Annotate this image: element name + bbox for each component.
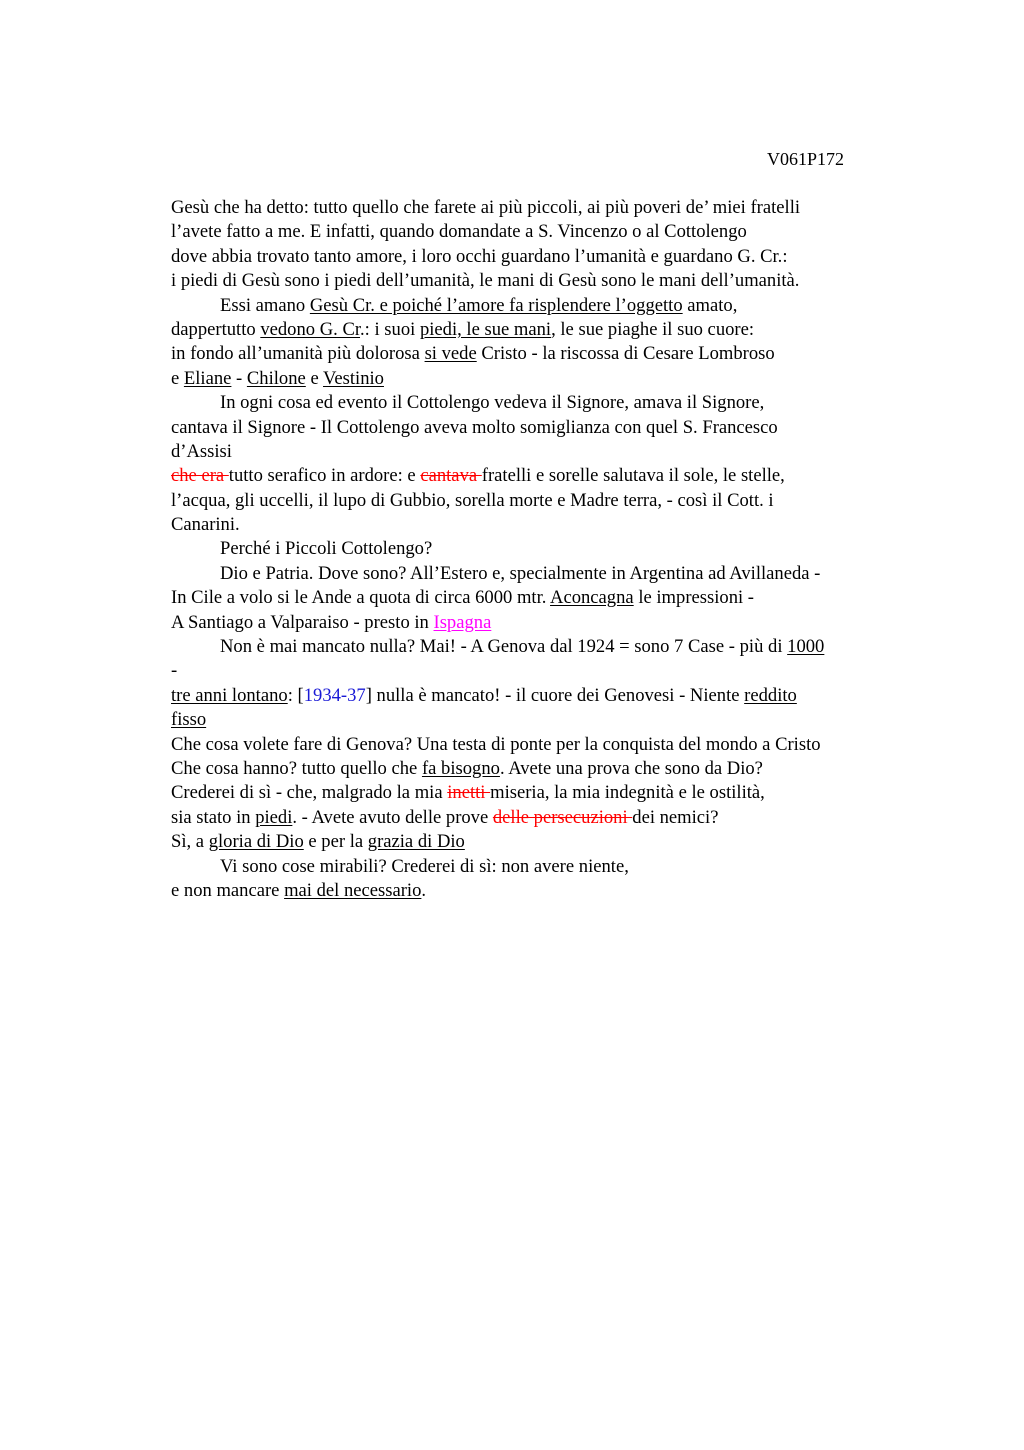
text-line <box>171 708 911 732</box>
text-line <box>171 391 911 415</box>
document-body <box>171 196 911 903</box>
text-line <box>171 367 911 391</box>
underlined-text: vedono G. Cr <box>260 318 361 340</box>
blue-text: 1934-37 <box>303 684 366 706</box>
text-segment: dove abbia trovato tanto amore, i loro occhi guardano l’umanità e guardano G. Cr.: <box>171 245 788 267</box>
text-segment: dappertutto <box>171 318 261 340</box>
text-segment: ] nulla è mancato! - il cuore dei Genovesi - Niente <box>365 684 745 706</box>
underlined-text: reddito <box>744 684 797 706</box>
text-line <box>171 513 911 537</box>
text-segment: cantava il Signore - Il Cottolengo aveva molto somiglianza con quel S. Francesco <box>171 416 778 438</box>
underlined-text: fa bisogno <box>421 757 500 779</box>
text-segment: Vi sono cose mirabili? Crederei di sì: non avere niente, <box>220 855 629 877</box>
text-segment: in fondo all’umanità più dolorosa <box>171 343 425 365</box>
text-segment: Essi amano <box>220 294 310 316</box>
highlighted-text: Ispagna <box>433 611 492 633</box>
text-line <box>171 342 911 366</box>
struck-text: cantava <box>420 465 482 487</box>
underlined-text: si vede <box>424 343 477 365</box>
text-segment: Gesù che ha detto: tutto quello che farete ai più piccoli, ai più poveri de’ miei fratelli <box>171 197 801 218</box>
text-segment: Che cosa hanno? tutto quello che <box>171 757 422 779</box>
text-line <box>171 806 911 830</box>
text-line <box>171 830 911 854</box>
struck-text: inetti <box>447 782 491 804</box>
text-segment: . <box>421 879 427 901</box>
page-identifier: V061P172 <box>766 149 844 169</box>
text-segment: e per la <box>303 831 368 853</box>
underlined-text: mai del necessario <box>284 879 422 901</box>
text-segment: Non è mai mancato nulla? Mai! - A Genova dal 1924 = sono 7 Case - più di <box>220 636 788 658</box>
text-line <box>171 781 911 805</box>
text-line <box>171 464 911 488</box>
text-line <box>171 733 911 757</box>
text-segment: A Santiago a Valparaiso - presto in <box>171 611 434 633</box>
underlined-text: Aconcagna <box>550 587 634 609</box>
underlined-text: piedi <box>255 806 293 828</box>
struck-text: che era <box>171 465 229 487</box>
underlined-text: piedi, le sue mani <box>419 318 552 340</box>
text-line <box>171 611 911 635</box>
text-line <box>171 537 911 561</box>
text-segment: le impressioni - <box>633 587 754 609</box>
underlined-text: Vestinio <box>323 367 384 389</box>
text-segment: Perché i Piccoli Cottolengo? <box>220 538 433 560</box>
text-segment: , le sue piaghe il suo cuore: <box>551 318 755 340</box>
text-segment: sia stato in <box>171 806 256 828</box>
text-segment: fratelli e sorelle salutava il sole, le stelle, <box>481 465 785 487</box>
text-line <box>171 220 911 244</box>
text-segment: Canarini. <box>171 514 240 536</box>
text-line <box>171 684 911 708</box>
text-segment: - <box>171 660 178 682</box>
underlined-text: grazia di Dio <box>367 831 465 853</box>
text-segment: Sì, a <box>171 831 209 853</box>
text-line <box>171 757 911 781</box>
underlined-text: tre anni lontano <box>171 684 288 706</box>
text-segment: l’avete fatto a me. E infatti, quando domandate a S. Vincenzo o al Cottolengo <box>171 221 747 243</box>
text-line <box>171 196 911 220</box>
text-line <box>171 416 911 440</box>
text-segment: amato, <box>682 294 738 316</box>
struck-text: delle persecuzioni <box>492 806 633 828</box>
underlined-text: Eliane <box>183 367 232 389</box>
text-segment: d’Assisi <box>171 440 232 462</box>
text-segment: e <box>305 367 324 389</box>
text-segment: dei nemici? <box>632 806 719 828</box>
underlined-text: 1000 <box>787 636 825 658</box>
text-line <box>171 879 911 903</box>
underlined-text: gloria di Dio <box>208 831 304 853</box>
text-segment: : [ <box>287 684 304 706</box>
underlined-text: Chilone <box>246 367 306 389</box>
text-segment: Che cosa volete fare di Genova? Una testa di ponte per la conquista del mondo a Cristo <box>171 733 821 755</box>
text-segment: miseria, la mia indegnità e le ostilità, <box>490 782 765 804</box>
text-segment: tutto serafico in ardore: e <box>228 465 421 487</box>
underlined-text: fisso <box>171 709 207 731</box>
text-line <box>171 635 911 659</box>
text-segment: In Cile a volo si le Ande a quota di circa 6000 mtr. <box>171 587 551 609</box>
text-line <box>171 440 911 464</box>
text-line <box>171 245 911 269</box>
text-line <box>171 855 911 879</box>
text-line <box>171 586 911 610</box>
text-segment: i piedi di Gesù sono i piedi dell’umanità, le mani di Gesù sono le mani dell’umanità. <box>171 270 800 292</box>
text-segment: . - Avete avuto delle prove <box>292 806 493 828</box>
text-line <box>171 489 911 513</box>
text-segment: . Avete una prova che sono da Dio? <box>499 757 763 779</box>
text-segment: - <box>231 367 247 389</box>
text-line <box>171 318 911 342</box>
text-line <box>171 294 911 318</box>
text-segment: Dio e Patria. Dove sono? All’Estero e, specialmente in Argentina ad Avillaneda - <box>220 562 821 584</box>
text-line <box>171 659 911 683</box>
text-line <box>171 562 911 586</box>
text-segment: Cristo - la riscossa di Cesare Lombroso <box>476 343 775 365</box>
text-segment: l’acqua, gli uccelli, il lupo di Gubbio, sorella morte e Madre terra, - così il Cott. i <box>171 489 774 511</box>
underlined-text: Gesù Cr. e poiché l’amore fa risplendere l’oggetto <box>309 294 683 316</box>
text-segment: e <box>171 367 184 389</box>
text-segment: .: i suoi <box>360 318 420 340</box>
text-segment: e non mancare <box>171 879 285 901</box>
text-segment: Crederei di sì - che, malgrado la mia <box>171 782 448 804</box>
text-line <box>171 269 911 293</box>
text-segment: In ogni cosa ed evento il Cottolengo vedeva il Signore, amava il Signore, <box>220 392 765 414</box>
